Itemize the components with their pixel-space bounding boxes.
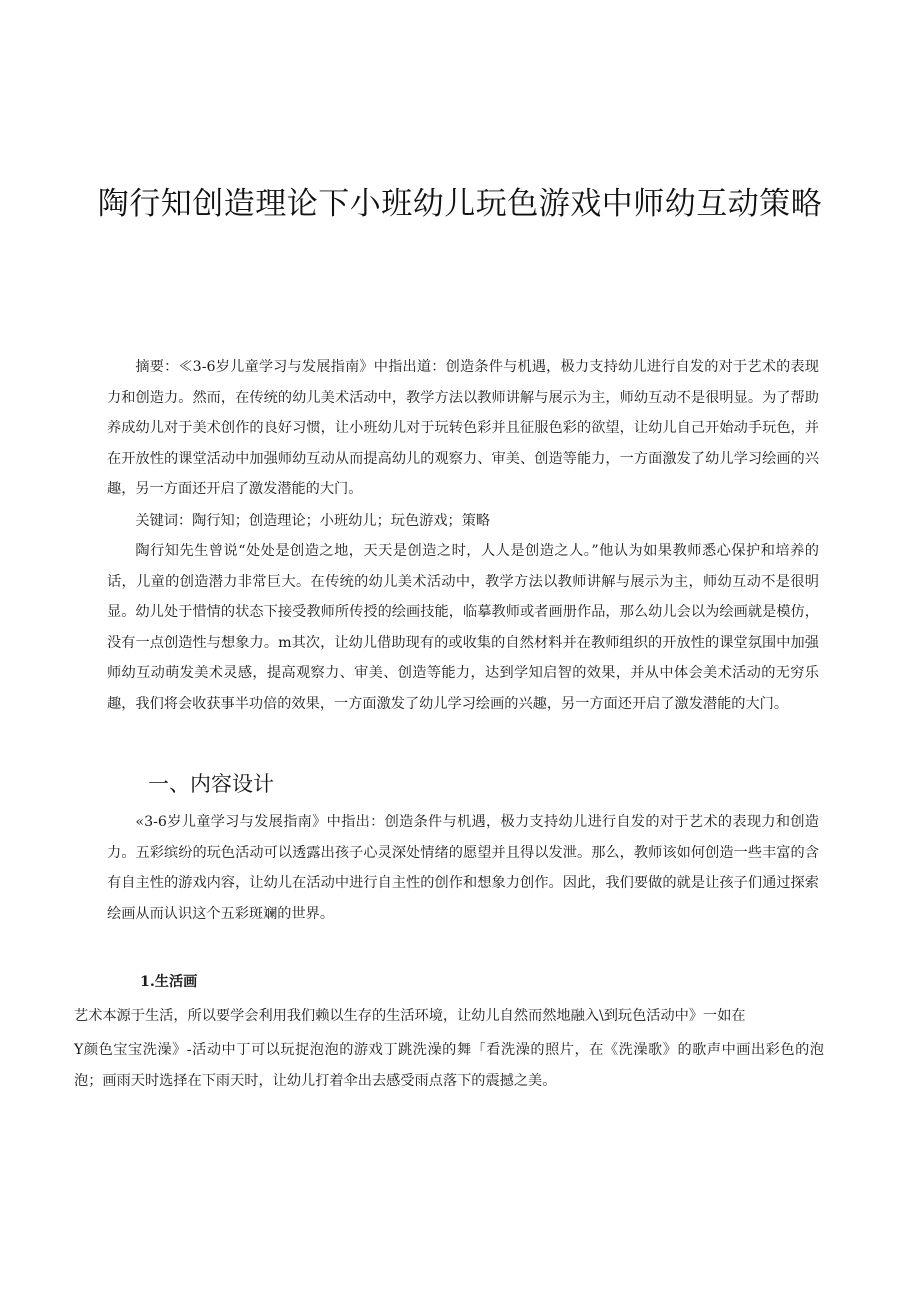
intro-paragraph: 陶行知先生曾说“处处是创造之地，天天是创造之时，人人是创造之人。”他认为如果教师悉心保护和培养的话，儿童的创造潜力非常巨大。在传统的幼儿美术活动中，教学方法以教师讲解与展示为主，师幼互动不是很明显。幼儿处于惜情的状态下接受教师所传授的绘画技能，临摹教师或者画册作品，那么幼儿会以为绘画就是模仿，没有一点创造性与想象力。m其次，让幼儿借助现有的或收集的自然材料并在教师组织的开放性的课堂氛围中加强师幼互动萌发美术灵感，提高观察力、审美、创造等能力，达到学知启智的效果，并从中体会美术活动的无穷乐趣，我们将会收获事半功倍的效果，一方面激发了幼儿学习绘画的兴趣，另一方面还开启了激发潜能的大门。 — [107, 543, 819, 712]
document-title: 陶行知创造理论下小班幼儿玩色游戏中师幼互动策略 — [97, 186, 823, 222]
subsection-body-line-1: 艺术本源于生活，所以要学会利用我们赖以生存的生活环境，让幼儿自然而然地融入\到玩色活动中》一如在 — [74, 1008, 746, 1024]
section-heading-content-design: 一、内容设计 — [148, 772, 274, 796]
abstract-paragraph: 摘要：≪3-6岁儿童学习与发展指南》中指出道：创造条件与机遇，极力支持幼儿进行自发的对于艺术的表现力和创造力。然而，在传统的幼儿美术活动中，教学方法以教师讲解与展示为主，师幼互动不是很明显。为了帮助养成幼儿对于美术创作的良好习惯，让小班幼儿对于玩转色彩并且征服色彩的欲望，让幼儿自己开始动手玩色，并在开放性的课堂活动中加强师幼互动从而提高幼儿的观察力、审美、创造等能力，一方面激发了幼儿学习绘画的兴趣，另一方面还开启了激发潜能的大门。 — [107, 359, 819, 497]
keywords-paragraph: 关键词：陶行知；创造理论；小班幼儿；玩色游戏；策略 — [135, 513, 491, 529]
subsection-heading-life-painting: 1.生活画 — [140, 974, 198, 990]
subsection-body-line-2: Y颜色宝宝洗澡》-活动中丁可以玩捉泡泡的游戏丁跳洗澡的舞「看洗澡的照片，在《洗澡歌》的歌声中画出彩色的泡泡；画雨天时选择在下雨天时，让幼儿打着伞出去感受雨点落下的震撼之美。 — [74, 1042, 824, 1089]
section-body-paragraph: «3-6岁儿童学习与发展指南》中指出：创造条件与机遇，极力支持幼儿进行自发的对于艺术的表现力和创造力。五彩缤纷的玩色活动可以透露出孩子心灵深处情绪的愿望并且得以发泄。那么，教师该如何创造一些丰富的含有自主性的游戏内容，让幼儿在活动中进行自主性的创作和想象力创作。因此，我们要做的就是让孩子们通过探索绘画从而认识这个五彩斑斓的世界。 — [107, 814, 819, 922]
